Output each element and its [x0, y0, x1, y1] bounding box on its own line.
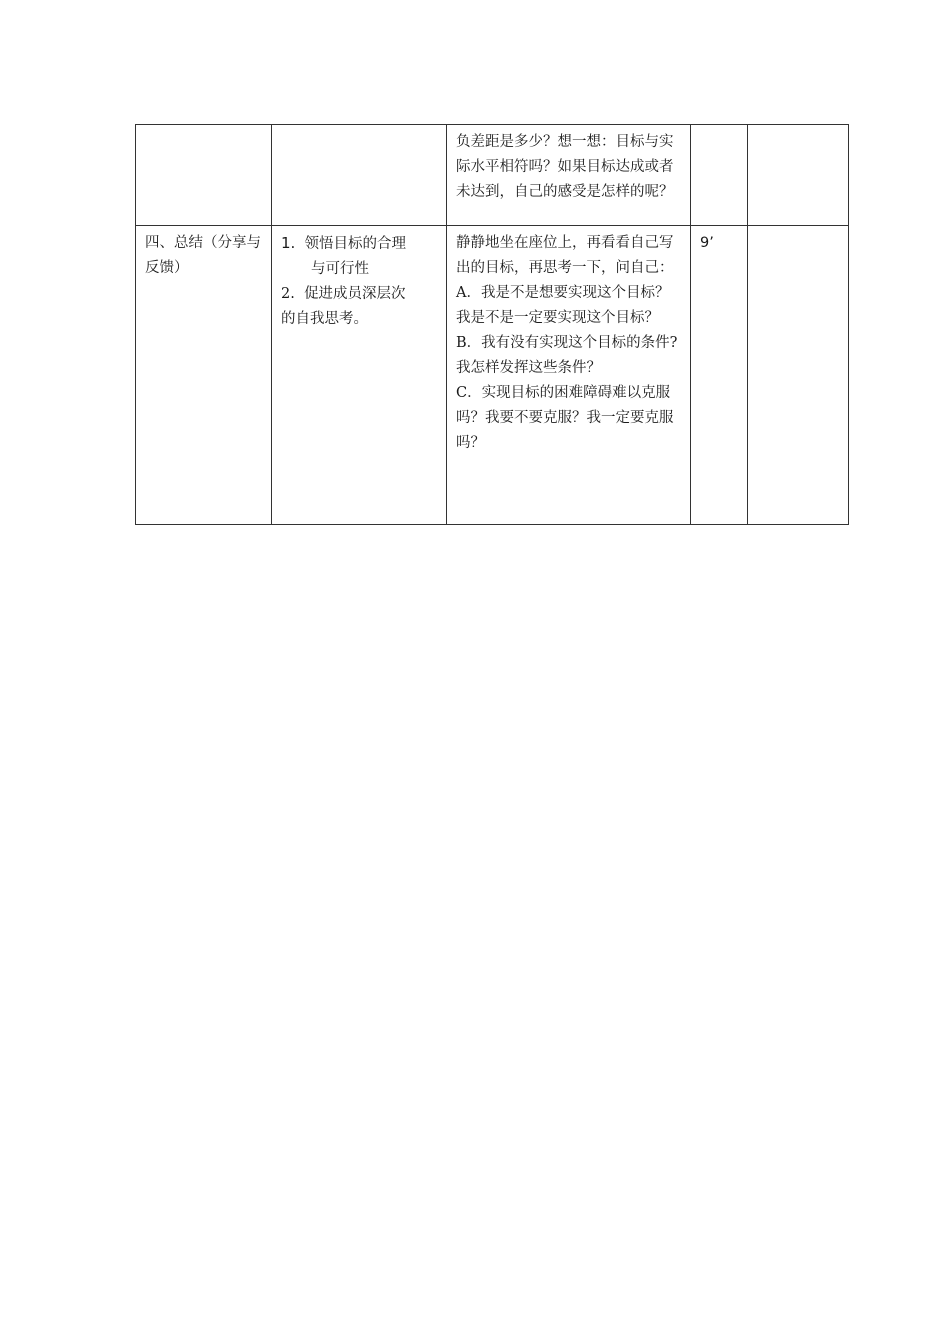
goal-item-number: 2. [281, 286, 295, 302]
table-row [136, 226, 849, 525]
table-row [136, 125, 849, 226]
goal-cell [272, 125, 447, 226]
content-question-a: A．我是不是想要实现这个目标？我是不是一定要实现这个目标？ [456, 285, 670, 326]
time-cell [691, 125, 748, 226]
goal-item-2 [281, 282, 439, 307]
goal-item-text: 领悟目标的合理 [304, 236, 407, 252]
goal-item-2-continuation: 的自我思考。 [281, 311, 368, 327]
goal-cell [272, 226, 447, 525]
goal-item-1 [281, 231, 439, 257]
stage-cell [136, 125, 272, 226]
activity-plan-table [135, 124, 849, 525]
note-cell [748, 125, 849, 226]
note-cell [748, 226, 849, 525]
content-question-c: C．实现目标的困难障碍难以克服吗？我要不要克服？我一定要克服吗？ [456, 385, 674, 451]
content-question-b: B．我有没有实现这个目标的条件?我怎样发挥这些条件？ [456, 335, 678, 376]
stage-cell: 四、总结（分享与反馈） [136, 226, 272, 525]
time-cell: 9’ [691, 226, 748, 525]
goal-item-1-continuation: 与可行性 [311, 261, 369, 277]
content-cell: 负差距是多少？想一想：目标与实际水平相符吗？如果目标达成或者未达到，自己的感受是怎样的呢？ [447, 125, 691, 226]
content-cell [447, 226, 691, 525]
content-intro: 静静地坐在座位上，再看看自己写出的目标，再思考一下，问自己： [456, 235, 674, 276]
goal-item-number: 1. [281, 234, 296, 252]
goal-item-text: 促进成员深层次 [304, 286, 406, 302]
